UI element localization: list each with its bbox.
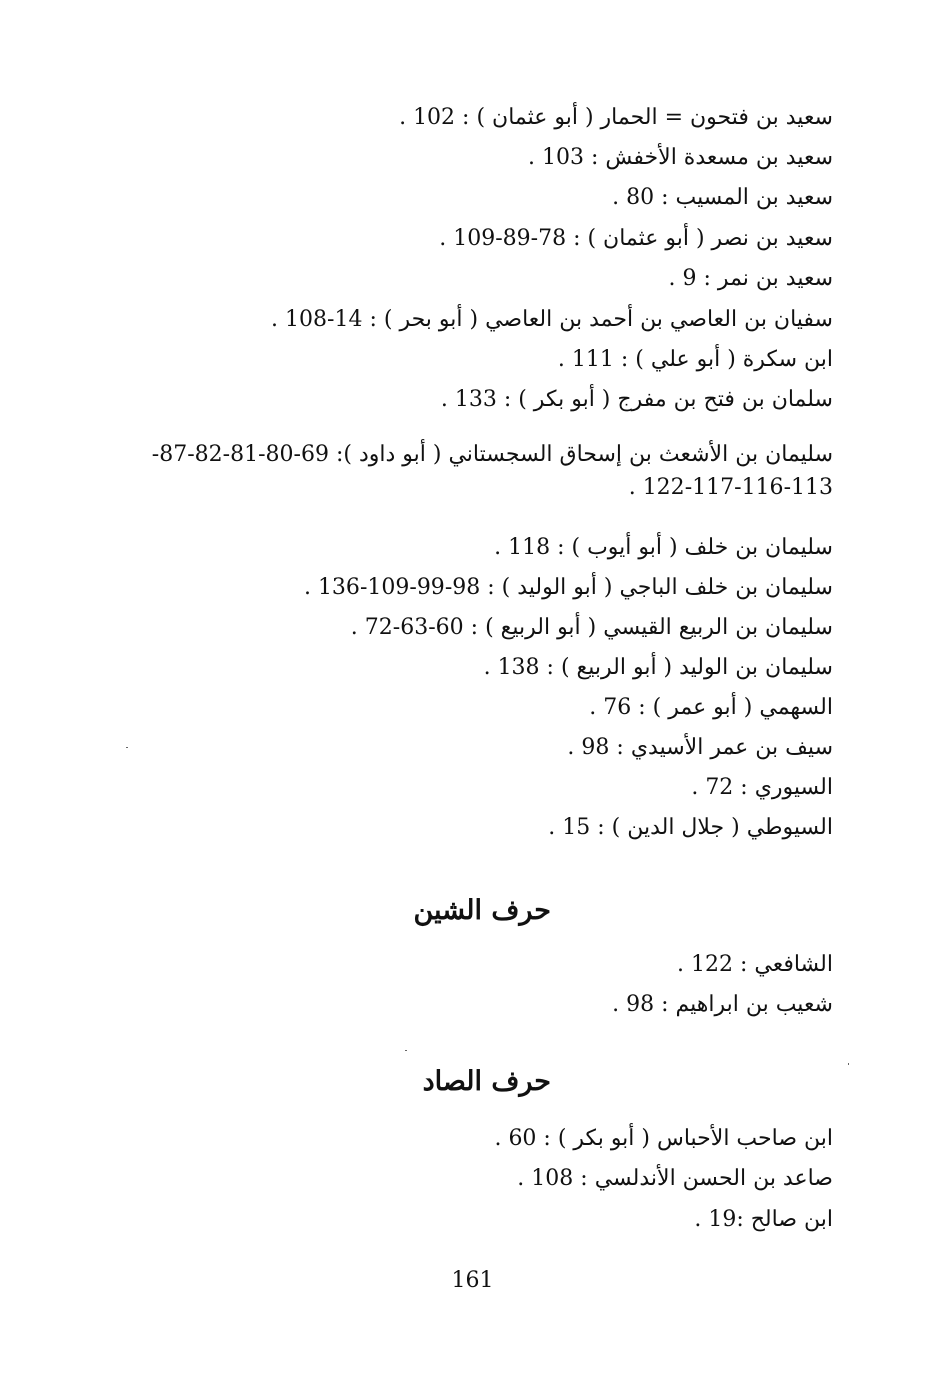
index-entry: سلمان بن فتح بن مفرج ( أبو بكر ) : 133 . — [440, 387, 833, 412]
index-entry: صاعد بن الحسن الأندلسي : 108 . — [517, 1166, 833, 1191]
scan-speck — [848, 1063, 849, 1065]
index-entry: سفيان بن العاصي بن أحمد بن العاصي ( أبو بحر ) : 14-108 . — [271, 307, 833, 332]
index-entry: سليمان بن خلف ( أبو أيوب ) : 118 . — [494, 535, 833, 560]
index-entry: سعيد بن المسيب : 80 . — [612, 185, 833, 210]
index-entry: ابن صالح :19 . — [694, 1207, 833, 1232]
page-number: 161 — [451, 1268, 494, 1293]
index-entry: الشافعي : 122 . — [676, 952, 833, 977]
section-heading-shin: حرف الشين — [413, 895, 551, 926]
index-entry: سعيد بن نمر : 9 . — [668, 266, 833, 291]
scan-speck — [126, 747, 128, 748]
index-entry: شعيب بن ابراهيم : 98 . — [612, 992, 833, 1017]
index-entry: السيوطي ( جلال الدين ) : 15 . — [548, 815, 833, 840]
index-entry: السهمي ( أبو عمر ) : 76 . — [589, 695, 833, 720]
index-entry: سعيد بن فتحون = الحمار ( أبو عثمان ) : 102 . — [399, 105, 833, 130]
section-heading-sad: حرف الصاد — [422, 1066, 551, 1097]
index-entry: سليمان بن الوليد ( أبو الربيع ) : 138 . — [483, 655, 833, 680]
index-entry: ابن سكرة ( أبو علي ) : 111 . — [557, 347, 833, 372]
scan-speck — [405, 1050, 407, 1051]
index-entry: سليمان بن الربيع القيسي ( أبو الربيع ) : 60-63-72 . — [350, 615, 833, 640]
index-entry: سليمان بن الأشعث بن إسحاق السجستاني ( أبو داود ): 69-80-81-82-87-113-116-117-122 . — [151, 442, 833, 500]
index-entry: ابن صاحب الأحباس ( أبو بكر ) : 60 . — [494, 1126, 833, 1151]
index-entry: سليمان بن خلف الباجي ( أبو الوليد ) : 98-99-109-136 . — [303, 575, 833, 600]
index-entry: سيف بن عمر الأسيدي : 98 . — [567, 735, 833, 760]
index-entry: سعيد بن نصر ( أبو عثمان ) : 78-89-109 . — [439, 226, 833, 251]
index-entry: السيوري : 72 . — [691, 775, 833, 800]
index-entry: سعيد بن مسعدة الأخفش : 103 . — [527, 145, 833, 170]
